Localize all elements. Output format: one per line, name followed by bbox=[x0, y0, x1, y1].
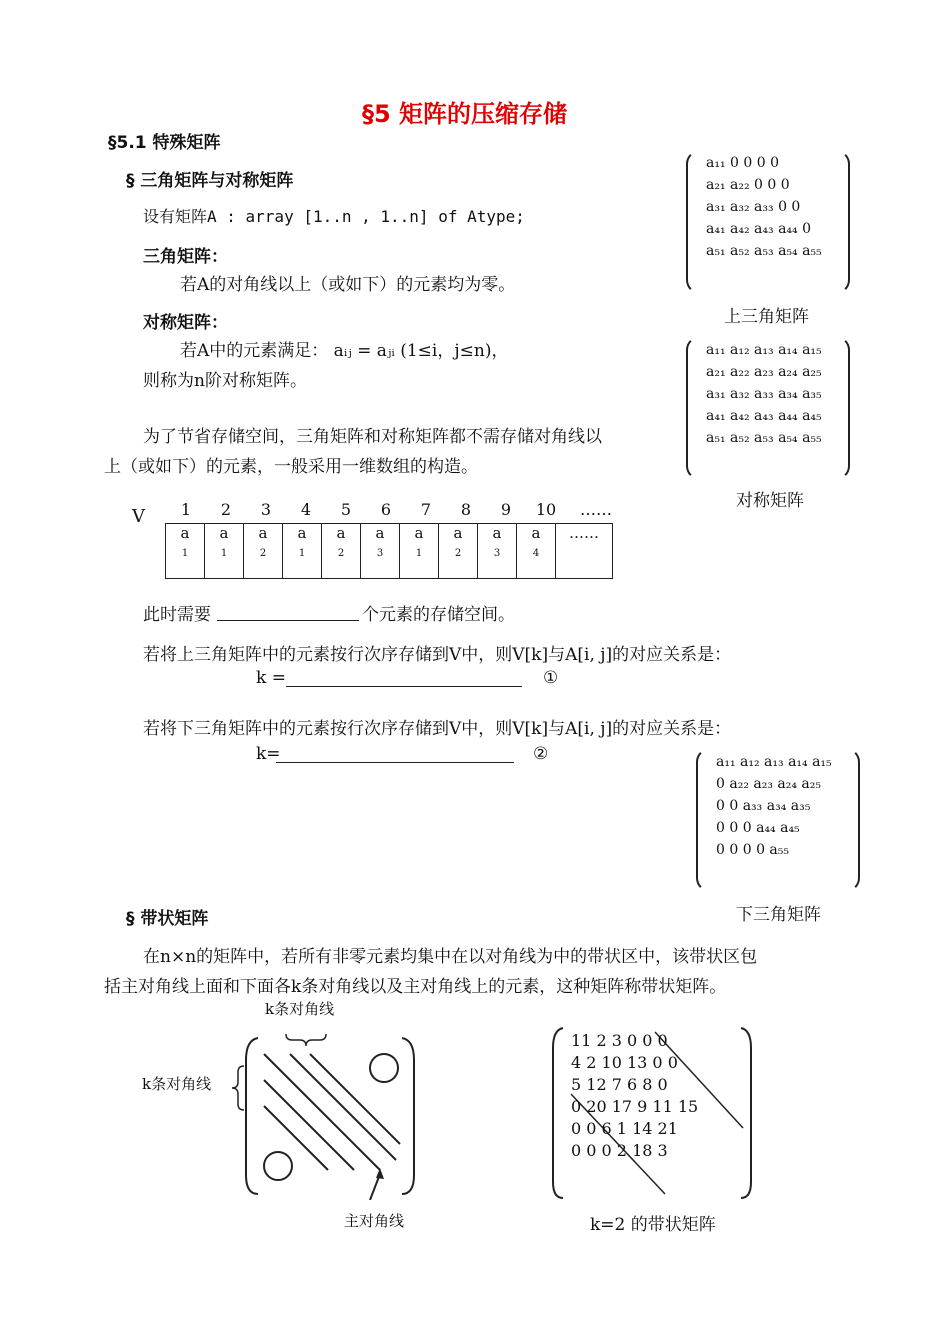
matrix-row: a₂₁ a₂₂ 0 0 0 bbox=[706, 177, 790, 193]
band-diagram bbox=[220, 1020, 430, 1200]
matrix-row: a₁₁ 0 0 0 0 bbox=[706, 155, 780, 171]
v-index: 7 bbox=[420, 500, 432, 519]
matrix-row: 0 0 0 2 18 3 bbox=[571, 1141, 668, 1160]
band-matrix bbox=[571, 1030, 698, 1162]
matrix-row: 0 0 a₃₃ a₃₄ a₃₅ bbox=[716, 798, 811, 814]
v-index: 6 bbox=[380, 500, 392, 519]
v-cell: a 1 bbox=[400, 524, 439, 579]
need-text-b: 个元素的存储空间。 bbox=[362, 605, 515, 625]
v-cell: a 4 bbox=[517, 524, 556, 579]
v-index: …… bbox=[580, 500, 612, 519]
matrix-row: a₃₁ a₃₂ a₃₃ 0 0 bbox=[706, 199, 801, 215]
symmetric-definition: 若A中的元素满足： aᵢⱼ = aⱼᵢ (1≤i，j≤n)， bbox=[180, 341, 509, 361]
top-brace bbox=[286, 1034, 326, 1046]
upper-matrix-caption: 上三角矩阵 bbox=[724, 307, 809, 327]
symmetric-definition-2: 则称为n阶对称矩阵。 bbox=[143, 371, 307, 391]
k-formula-1-label: k = bbox=[256, 668, 286, 688]
lower-diagonal-line bbox=[264, 1080, 354, 1170]
v-cell: a 1 bbox=[283, 524, 322, 579]
left-bracket bbox=[246, 1038, 258, 1194]
matrix-row: 4 2 10 13 0 0 bbox=[571, 1053, 678, 1072]
lower-triangular-matrix bbox=[716, 751, 832, 861]
v-cell: a 2 bbox=[439, 524, 478, 579]
v-cell: a 2 bbox=[244, 524, 283, 579]
v-cell: a 3 bbox=[361, 524, 400, 579]
lower-diagonal-line bbox=[264, 1106, 328, 1170]
v-cell: a 1 bbox=[205, 524, 244, 579]
band-matrix-caption: k=2 的带状矩阵 bbox=[590, 1215, 716, 1235]
matrix-row: 0 0 6 1 14 21 bbox=[571, 1119, 678, 1138]
left-brace bbox=[232, 1066, 244, 1110]
matrix-row: a₃₁ a₃₂ a₃₃ a₃₄ a₃₅ bbox=[706, 386, 822, 402]
matrix-row: 0 a₂₂ a₂₃ a₂₄ a₂₅ bbox=[716, 776, 821, 792]
triangle-heading: 三角矩阵： bbox=[143, 247, 228, 267]
matrix-row: 0 0 0 a₄₄ a₄₅ bbox=[716, 820, 800, 836]
paragraph-line-2: 上（或如下）的元素，一般采用一维数组的构造。 bbox=[104, 457, 478, 477]
main-diagonal-label: 主对角线 bbox=[344, 1212, 405, 1230]
v-cell: …… bbox=[556, 524, 613, 579]
blank-line bbox=[217, 620, 359, 621]
left-bracket bbox=[553, 1028, 563, 1198]
v-index: 3 bbox=[260, 500, 272, 519]
zero-region-circle bbox=[370, 1054, 398, 1082]
zero-region-circle bbox=[264, 1152, 292, 1180]
v-index: 1 bbox=[180, 500, 192, 519]
band-paragraph-1: 在n×n的矩阵中，若所有非零元素均集中在以对角线为中的带状区中，该带状区包 bbox=[143, 947, 758, 967]
array-declaration: 设有矩阵A : array [1..n , 1..n] of Atype; bbox=[143, 207, 525, 226]
matrix-row: 0 0 0 0 a₅₅ bbox=[716, 842, 790, 858]
band-paragraph-2: 括主对角线上面和下面各k条对角线以及主对角线上的元素，这种矩阵称带状矩阵。 bbox=[104, 977, 727, 997]
symmetric-heading: 对称矩阵： bbox=[143, 313, 228, 333]
right-bracket bbox=[402, 1038, 414, 1194]
matrix-row: a₁₁ a₁₂ a₁₃ a₁₄ a₁₅ bbox=[716, 754, 832, 770]
v-index: 5 bbox=[340, 500, 352, 519]
upper-triangular-matrix bbox=[706, 152, 822, 262]
v-array-table bbox=[165, 523, 613, 579]
paragraph-line-1: 为了节省存储空间，三角矩阵和对称矩阵都不需存储对角线以 bbox=[143, 427, 602, 447]
arrow-head bbox=[376, 1168, 384, 1179]
page-title: §5 矩阵的压缩存储 bbox=[362, 100, 568, 128]
v-index: 2 bbox=[220, 500, 232, 519]
v-index: 9 bbox=[500, 500, 512, 519]
need-text-a: 此时需要 bbox=[143, 605, 211, 625]
v-index: 10 bbox=[535, 500, 557, 519]
right-bracket bbox=[741, 1028, 751, 1198]
subsection-triangle-symmetric: § 三角矩阵与对称矩阵 bbox=[126, 171, 294, 191]
upper-relation-question: 若将上三角矩阵中的元素按行次序存储到V中，则V[k]与A[i, j]的对应关系是： bbox=[143, 645, 732, 665]
matrix-row: 5 12 7 6 8 0 bbox=[571, 1075, 668, 1094]
upper-diagonal-line bbox=[310, 1054, 400, 1144]
matrix-row: a₁₁ a₁₂ a₁₃ a₁₄ a₁₅ bbox=[706, 342, 822, 358]
circle-number-2: ② bbox=[533, 744, 549, 764]
blank-line bbox=[286, 686, 522, 687]
section-5-1: §5.1 特殊矩阵 bbox=[108, 133, 221, 153]
v-label: V bbox=[132, 506, 145, 527]
v-cell: a 2 bbox=[322, 524, 361, 579]
matrix-row: 0 20 17 9 11 15 bbox=[571, 1097, 699, 1116]
k-diagonal-left-label: k条对角线 bbox=[142, 1075, 212, 1093]
matrix-row: 11 2 3 0 0 0 bbox=[571, 1031, 668, 1050]
symmetric-matrix bbox=[706, 339, 822, 449]
blank-line bbox=[276, 762, 514, 763]
band-heading: § 带状矩阵 bbox=[126, 909, 209, 929]
circle-number-1: ① bbox=[543, 668, 559, 688]
v-index: 4 bbox=[300, 500, 312, 519]
matrix-row: a₂₁ a₂₂ a₂₃ a₂₄ a₂₅ bbox=[706, 364, 822, 380]
triangle-definition: 若A的对角线以上（或如下）的元素均为零。 bbox=[180, 275, 516, 295]
upper-diagonal-line bbox=[290, 1054, 396, 1160]
matrix-row: a₄₁ a₄₂ a₄₃ a₄₄ a₄₅ bbox=[706, 408, 822, 424]
v-cell: a 1 bbox=[166, 524, 205, 579]
k-diagonal-top-label: k条对角线 bbox=[265, 1000, 335, 1018]
lower-relation-question: 若将下三角矩阵中的元素按行次序存储到V中，则V[k]与A[i, j]的对应关系是： bbox=[143, 719, 732, 739]
v-index: 8 bbox=[460, 500, 472, 519]
lower-matrix-caption: 下三角矩阵 bbox=[736, 905, 821, 925]
k-formula-2-label: k= bbox=[256, 744, 281, 764]
matrix-row: a₅₁ a₅₂ a₅₃ a₅₄ a₅₅ bbox=[706, 243, 822, 259]
matrix-row: a₄₁ a₄₂ a₄₃ a₄₄ 0 bbox=[706, 221, 811, 237]
symmetric-matrix-caption: 对称矩阵 bbox=[736, 491, 804, 511]
v-cell: a 3 bbox=[478, 524, 517, 579]
matrix-row: a₅₁ a₅₂ a₅₃ a₅₄ a₅₅ bbox=[706, 430, 822, 446]
